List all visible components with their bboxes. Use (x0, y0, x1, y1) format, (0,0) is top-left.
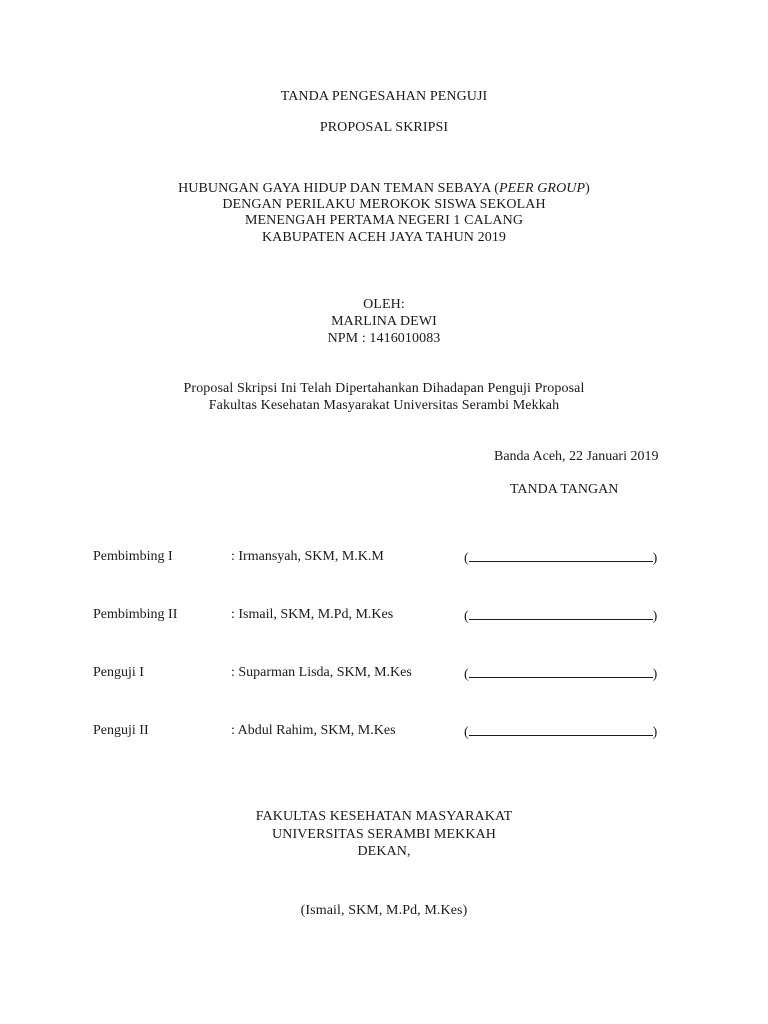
author-npm: NPM : 1416010083 (327, 331, 441, 346)
signatory-name: : Suparman Lisda, SKM, M.Kes (231, 665, 412, 680)
signatory-role: Penguji II (93, 723, 149, 738)
dean-name: (Ismail, SKM, M.Pd, M.Kes) (300, 903, 468, 918)
signature-header: TANDA TANGAN (510, 482, 619, 497)
signatory-role: Pembimbing II (93, 607, 178, 622)
signature-line: ( ) (464, 548, 657, 568)
signatory-name: : Irmansyah, SKM, M.K.M (231, 549, 384, 564)
signatory-role: Pembimbing I (93, 549, 173, 564)
signatory-row (0, 606, 768, 626)
statement-line-2: Fakultas Kesehatan Masyarakat Universitas Serambi Mekkah (208, 398, 560, 413)
signature-line: ( ) (464, 722, 657, 742)
signature-line: ( ) (464, 606, 657, 626)
author-by-label: OLEH: (363, 297, 405, 312)
footer-university: UNIVERSITAS SERAMBI MEKKAH (272, 827, 496, 842)
statement-line-1: Proposal Skripsi Ini Telah Dipertahankan Dihadapan Penguji Proposal (183, 381, 585, 396)
footer-faculty: FAKULTAS KESEHATAN MASYARAKAT (255, 809, 513, 824)
author-name: MARLINA DEWI (331, 314, 437, 329)
signature-line: ( ) (464, 664, 657, 684)
signatory-name: : Abdul Rahim, SKM, M.Kes (231, 723, 396, 738)
thesis-title-line-1-end: ) (585, 181, 590, 196)
thesis-title-line-4: KABUPATEN ACEH JAYA TAHUN 2019 (261, 230, 507, 245)
thesis-title-line-1-start: HUBUNGAN GAYA HIDUP DAN TEMAN SEBAYA ( (178, 181, 499, 196)
document-title: TANDA PENGESAHAN PENGUJI (280, 89, 488, 104)
document-subtitle: PROPOSAL SKRIPSI (319, 120, 449, 135)
footer-position: DEKAN, (357, 844, 411, 859)
signatory-role: Penguji I (93, 665, 144, 680)
signatory-row (0, 722, 768, 742)
thesis-title-italic-term: PEER GROUP (499, 181, 586, 196)
thesis-title-line-2: DENGAN PERILAKU MEROKOK SISWA SEKOLAH (222, 197, 546, 212)
place-and-date: Banda Aceh, 22 Januari 2019 (494, 449, 659, 464)
signatory-row (0, 548, 768, 568)
thesis-title-line-3: MENENGAH PERTAMA NEGERI 1 CALANG (244, 213, 524, 228)
signatory-name: : Ismail, SKM, M.Pd, M.Kes (231, 607, 394, 622)
signatory-row (0, 664, 768, 684)
